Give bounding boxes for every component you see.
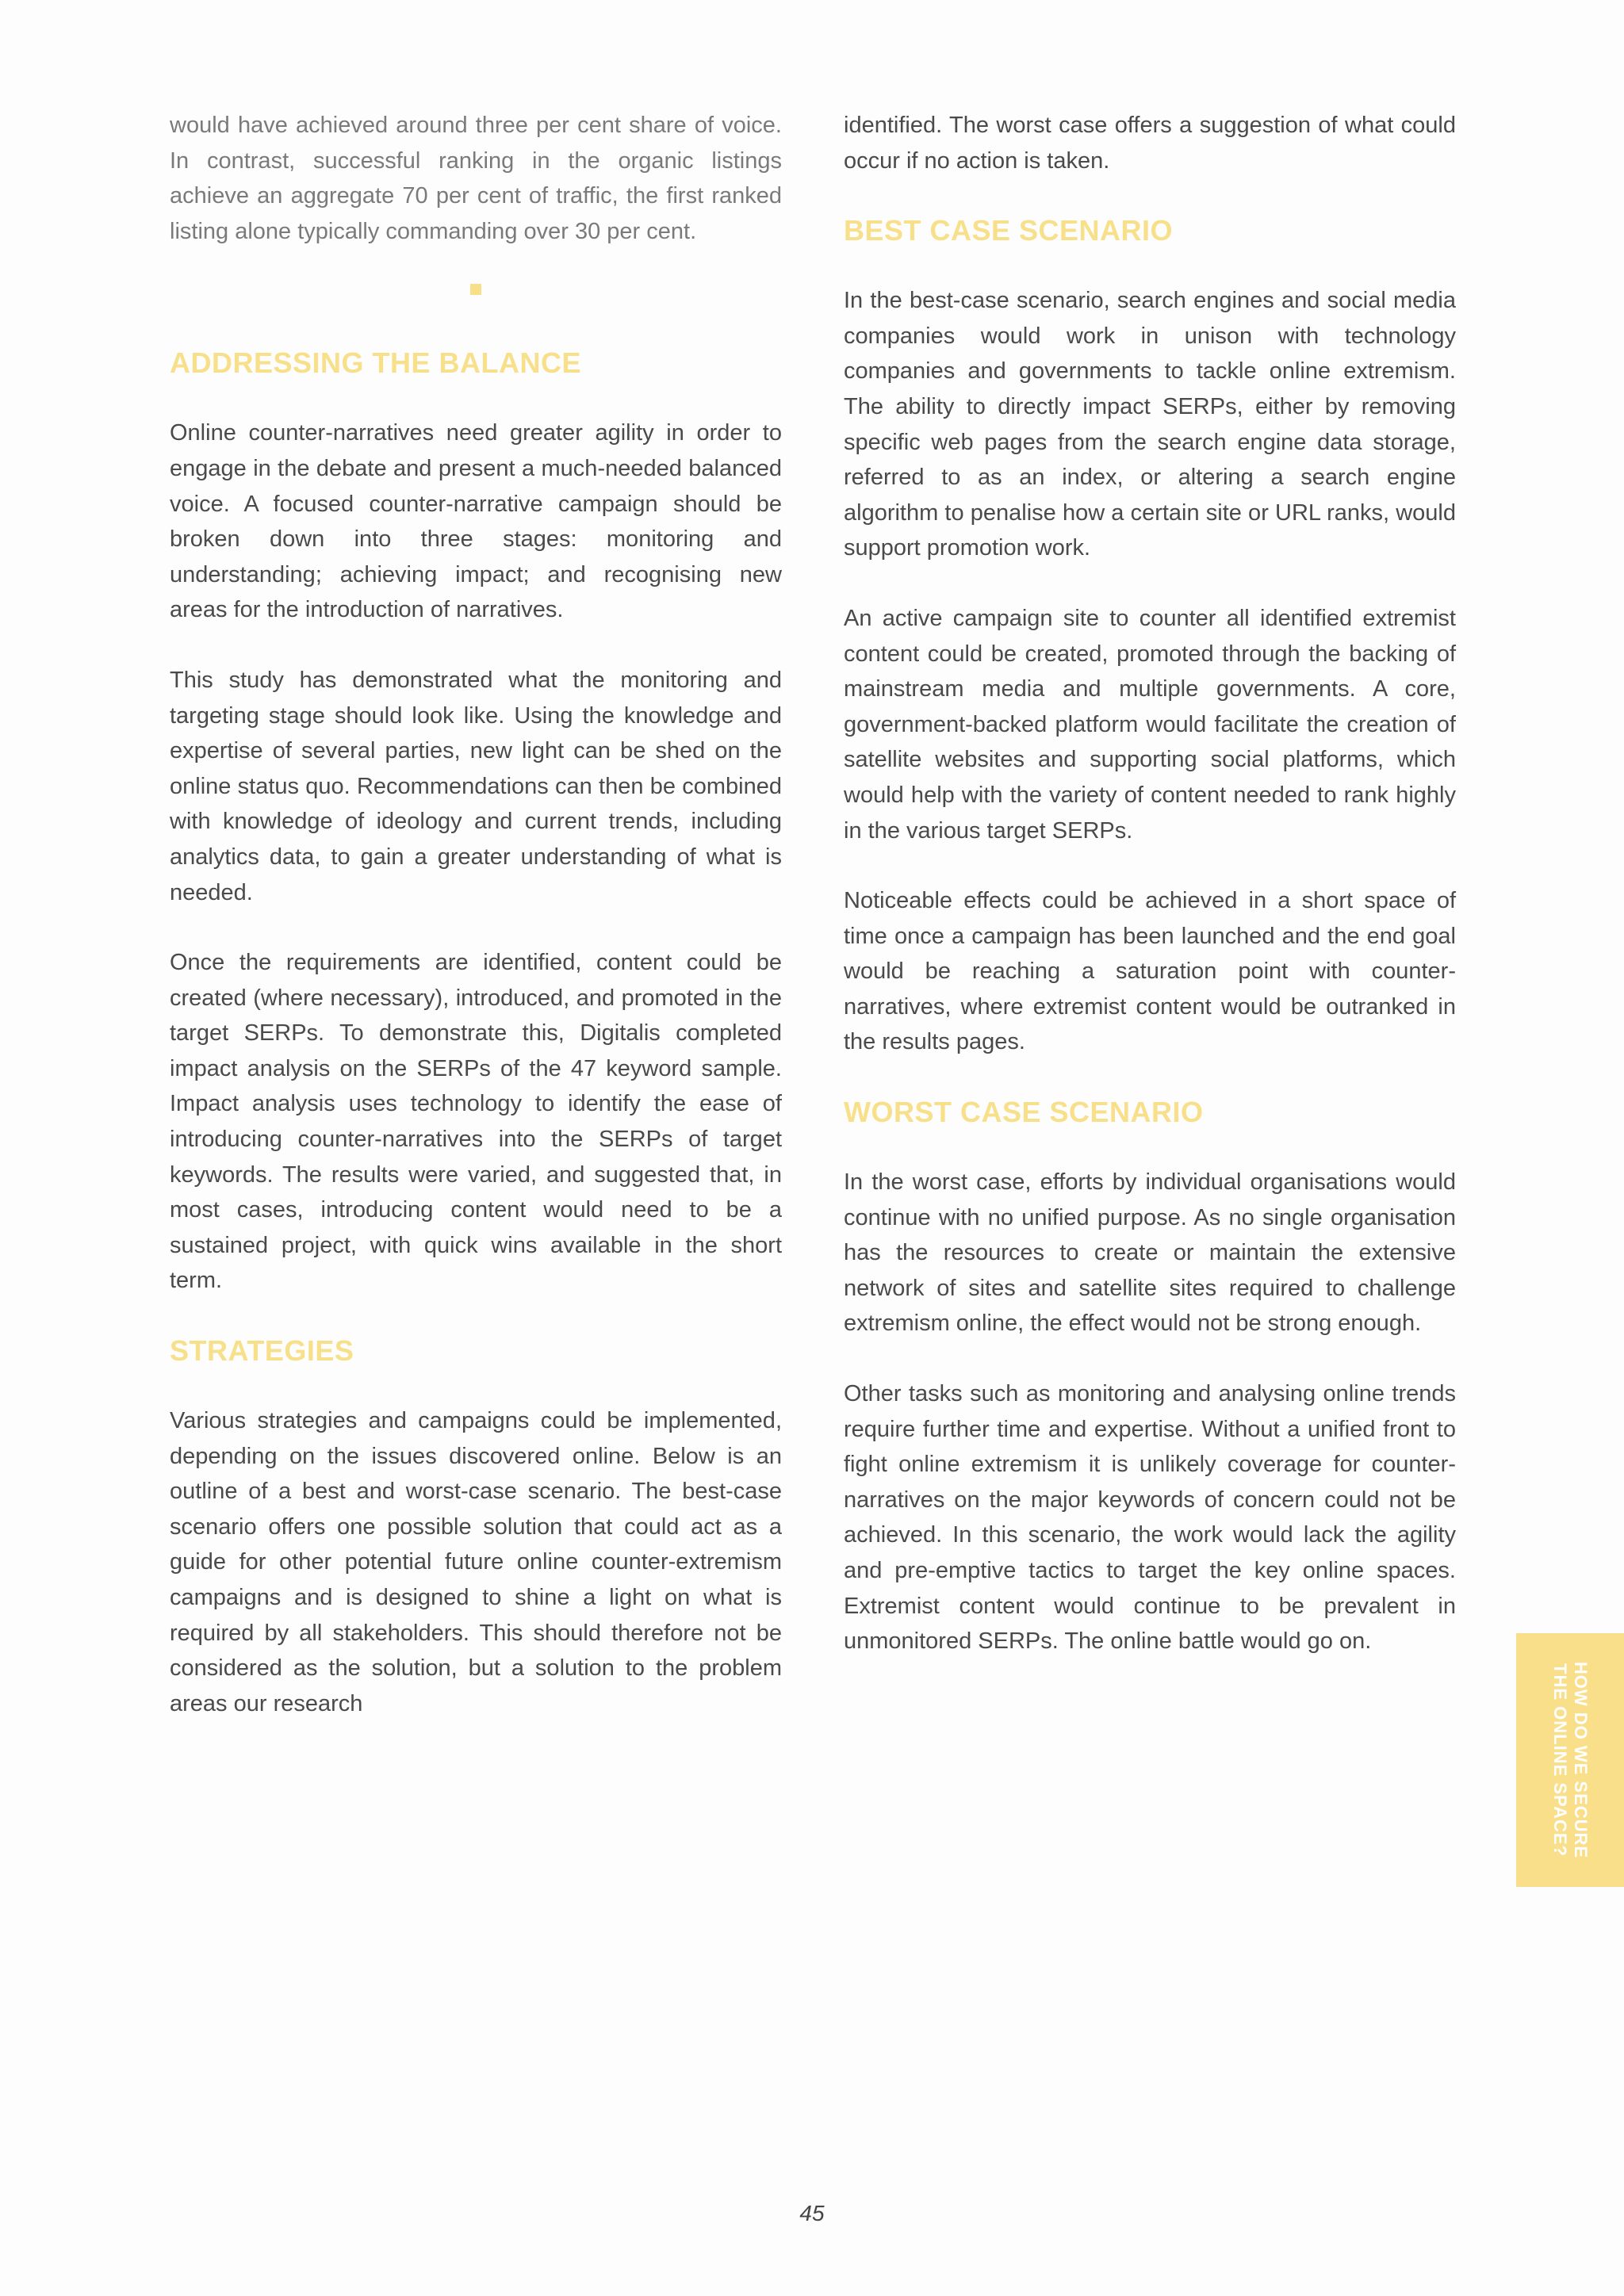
balance-paragraph-3: Once the requirements are identified, content could be created (where necessary), introduced, and promoted in the target SERPs. To demonstrate this, Digitalis completed impact analysis on the SERPs of the 47 keyword sample. Impact analysis uses technology to identify the ease of introducing counter-narratives into the SERPs of target keywords. The results were varied, and suggested that, in most cases, introducing content would need to be a sustained project, with quick wins available in the short term. xyxy=(170,950,782,1294)
page-number: 45 xyxy=(799,2201,825,2225)
heading-best-case-scenario: BEST CASE SCENARIO xyxy=(844,214,1174,247)
heading-strategies: STRATEGIES xyxy=(170,1334,354,1368)
left-column xyxy=(170,108,782,1721)
best-case-paragraph-1: In the best-case scenario, search engines and social media companies would work in unison with technology companies and governments to tackle online extremism. The ability to directly impact SERPs, either by removing specific web pages from the search engine data storage, referred to as an index, or altering a search engine algorithm to penalise how a certain site or URL ranks, would support promotion work. xyxy=(844,288,1456,561)
continuation-paragraph: identified. The worst case offers a suggestion of what could occur if no action is taken. xyxy=(844,113,1456,174)
balance-paragraph-1: Online counter-narratives need greater agility in order to engage in the debate and present a much-needed balanced voice. A focused counter-narrative campaign should be broken down into three stages: monitoring and understanding; achieving impact; and recognising new areas for the introduction of narratives. xyxy=(170,420,782,623)
side-tab-line-2: THE ONLINE SPACE? xyxy=(1550,1663,1570,1857)
worst-case-paragraph-2: Other tasks such as monitoring and analysing online trends require further time and expertise. Without a unified front to fight online extremism it is unlikely coverage for counter-narratives on the major keywords of concern could not be achieved. In this scenario, the work would lack the agility and pre-emptive tactics to target the key online spaces. Extremist content would continue to be prevalent in unmonitored SERPs. The online battle would go on. xyxy=(844,1381,1456,1655)
side-tab-line-1: HOW DO WE SECURE xyxy=(1571,1661,1591,1859)
best-case-paragraph-2: An active campaign site to counter all identified extremist content could be created, promoted through the backing of mainstream media and multiple governments. A core, government-backed platform would facilitate the creation of satellite websites and supporting social platforms, which would help with the variety of content needed to rank highly in the various target SERPs. xyxy=(844,605,1456,844)
heading-addressing-the-balance: ADDRESSING THE BALANCE xyxy=(170,346,582,380)
strategies-paragraph: Various strategies and campaigns could be implemented, depending on the issues discovered online. Below is an outline of a best and worst-case scenario. The best-case scenario offers one possible solution that could act as a guide for other potential future online counter-extremism campaigns and is designed to shine a light on what is required by all stakeholders. This should therefore not be considered as the solution, but a solution to the problem areas our research xyxy=(170,1408,782,1716)
chapter-side-tab-label xyxy=(1549,1662,1591,1858)
chapter-side-tab xyxy=(1516,1633,1624,1887)
intro-paragraph: would have achieved around three per cent share of voice. In contrast, successful ranking in the organic listings achieve an aggregate 70 per cent of traffic, the first ranked listing alone typically commanding over 30 per cent. xyxy=(170,113,782,244)
best-case-paragraph-3: Noticeable effects could be achieved in a short space of time once a campaign has been launched and the end goal would be reaching a saturation point with counter-narratives, where extremist content would be outranked in the results pages. xyxy=(844,888,1456,1055)
right-column xyxy=(844,108,1456,1659)
balance-paragraph-2: This study has demonstrated what the monitoring and targeting stage should look like. Using the knowledge and expertise of several parties, new light can be shed on the online status quo. Recommendations can then be combined with knowledge of ideology and current trends, including analytics data, to gain a greater understanding of what is needed. xyxy=(170,667,782,905)
heading-worst-case-scenario: WORST CASE SCENARIO xyxy=(844,1096,1204,1129)
section-divider-mark xyxy=(470,284,481,295)
worst-case-paragraph-1: In the worst case, efforts by individual organisations would continue with no unified purpose. As no single organisation has the resources to create or maintain the extensive network of sites and satellite sites required to challenge extremism online, the effect would not be strong enough. xyxy=(844,1169,1456,1337)
